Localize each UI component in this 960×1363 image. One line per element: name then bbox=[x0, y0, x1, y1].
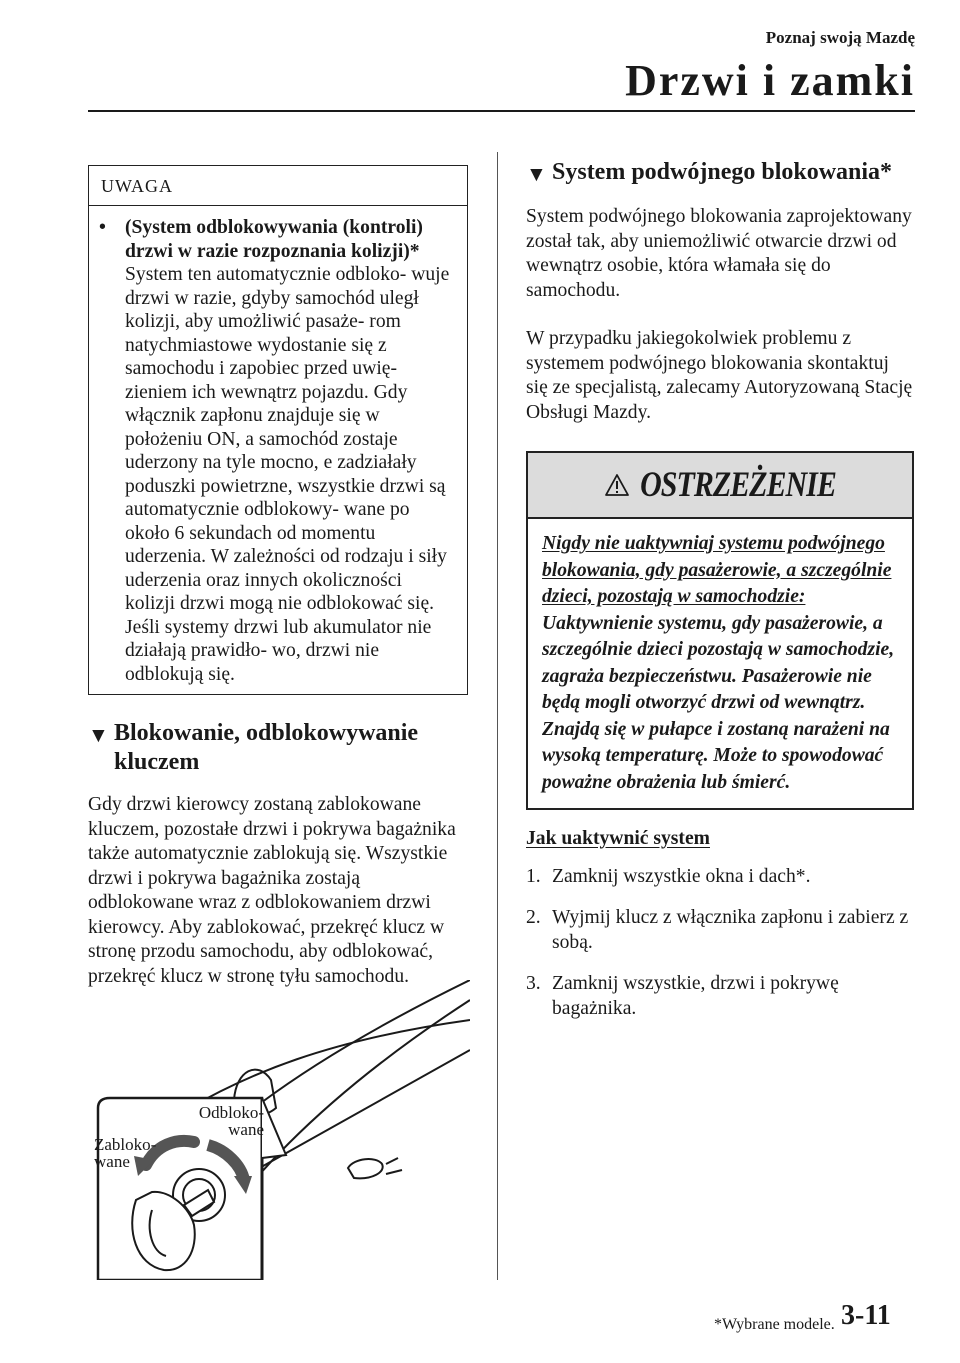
warning-triangle-icon bbox=[604, 473, 630, 497]
activation-heading: Jak uaktywnić system bbox=[526, 828, 710, 849]
step-text: Wyjmij klucz z włącznika zapłonu i zabierz z sobą. bbox=[552, 907, 909, 953]
page-number: 3-11 bbox=[841, 1300, 891, 1331]
warning-text: Uaktywnienie systemu, gdy pasażerowie, a szczególnie dzieci pozostają w samochodzie, zagraża bezpieczeństwu. Pasażerowie nie będą mogli otworzyć drzwi od wewnątrz. Znajdą się w pułapce i zostaną narażeni na wysoką temperaturę. Może to spowodować poważne obrażenia lub śmierć. bbox=[542, 612, 895, 793]
step-text: Zamknij wszystkie okna i dach*. bbox=[552, 866, 811, 887]
lock-label-line1: Zabloko- bbox=[94, 1135, 157, 1154]
triangle-down-icon: ▼ bbox=[526, 162, 547, 186]
note-item-text: System ten automatycznie odbloko- wuje drzwi w razie, gdyby samochód uległ kolizji, aby umożliwić pasaże- rom natychmiastowe wydostanie się z samochodu i zapobiec przed uwię- zieniem ich wewnątrz pojazdu. Gdy włącznik zapłonu znajduje się w położeniu ON, a samochód zostaje uderzony na tyle mocno, e zadziałały poduszki powietrzne, wszystkie drzwi są automatycznie odblokowy- wane po około 6 sekundach od momentu uderzenia. W zależności od rodzaju i siły uderzenia oraz innych okoliczności kolizji drzwi mogą nie odblokować się. Jeśli systemy drzwi lub akumulator nie działają prawidło- wo, drzwi nie odblokują się. bbox=[125, 264, 450, 685]
footer-note: *Wybrane modele. bbox=[714, 1316, 835, 1333]
step-item bbox=[526, 905, 914, 955]
note-item bbox=[99, 216, 455, 686]
key-lock-text: Gdy drzwi kierowcy zostaną zablokowane kluczem, pozostałe drzwi i pokrywa bagażnika także automatycznie zablokują się. Wszystkie drzwi i pokrywa bagażnika zostają odblokowane wraz z odblokowaniem drzwi kierowcy. Aby zablokować, przekręć klucz w stronę przodu samochodu, aby odblokować, przekręć klucz w stronę tyłu samochodu. bbox=[88, 794, 456, 987]
warning-box bbox=[526, 451, 914, 810]
step-item bbox=[526, 864, 914, 889]
step-number: 3. bbox=[526, 973, 541, 994]
bullet-icon: • bbox=[99, 217, 106, 238]
door-key-drawing bbox=[86, 980, 470, 1280]
column-divider bbox=[497, 152, 498, 1280]
key-lock-heading bbox=[88, 719, 468, 777]
header-section: Poznaj swoją Mazdę bbox=[765, 28, 915, 47]
lock-label bbox=[94, 1136, 156, 1170]
note-box bbox=[88, 165, 468, 695]
warning-header bbox=[528, 453, 912, 519]
note-item-title: (System odblokowywania (kontroli) drzwi w razie rozpoznania kolizji)* bbox=[125, 217, 423, 262]
double-lock-paragraph-1: System podwójnego blokowania zaprojektowany został tak, aby uniemożliwić otwarcie drzwi od wewnątrz osobie, która włamała się do samochodu. bbox=[526, 206, 912, 301]
double-lock-paragraph-2: W przypadku jakiegokolwiek problemu z systemem podwójnego blokowania skontaktuj się ze specjalistą, zalecamy Autoryzowaną Stację Obsługi Mazdy. bbox=[526, 328, 913, 423]
lock-label-line2: wane bbox=[94, 1152, 130, 1171]
triangle-down-icon: ▼ bbox=[88, 723, 109, 747]
unlock-label-line2: wane bbox=[228, 1120, 264, 1139]
left-column bbox=[88, 165, 468, 989]
unlock-label-line1: Odbloko- bbox=[198, 1103, 264, 1122]
right-column bbox=[526, 152, 914, 1037]
step-text: Zamknij wszystkie, drzwi i pokrywę bagażnika. bbox=[552, 973, 839, 1019]
key-lock-heading-text: Blokowanie, odblokowywanie kluczem bbox=[114, 720, 419, 775]
step-number: 1. bbox=[526, 866, 541, 887]
warning-title: OSTRZEŻENIE bbox=[640, 464, 836, 505]
double-lock-heading bbox=[526, 158, 914, 189]
note-title: UWAGA bbox=[89, 166, 467, 206]
chapter-title: Drzwi i zamki bbox=[625, 56, 915, 105]
note-body bbox=[89, 206, 467, 694]
step-number: 2. bbox=[526, 907, 541, 928]
warning-underlined: Nigdy nie uaktywniaj systemu podwójnego blokowania, gdy pasażerowie, a szczególnie dzieci, pozostają w samochodzie: bbox=[542, 533, 892, 607]
activation-steps bbox=[526, 864, 914, 1021]
note-item-content bbox=[125, 216, 455, 686]
double-lock-heading-text: System podwójnego blokowania* bbox=[552, 159, 893, 185]
unlock-label bbox=[184, 1104, 264, 1138]
warning-body bbox=[528, 519, 912, 808]
door-key-illustration bbox=[86, 980, 470, 1280]
step-item bbox=[526, 971, 914, 1021]
header-rule bbox=[88, 110, 915, 112]
